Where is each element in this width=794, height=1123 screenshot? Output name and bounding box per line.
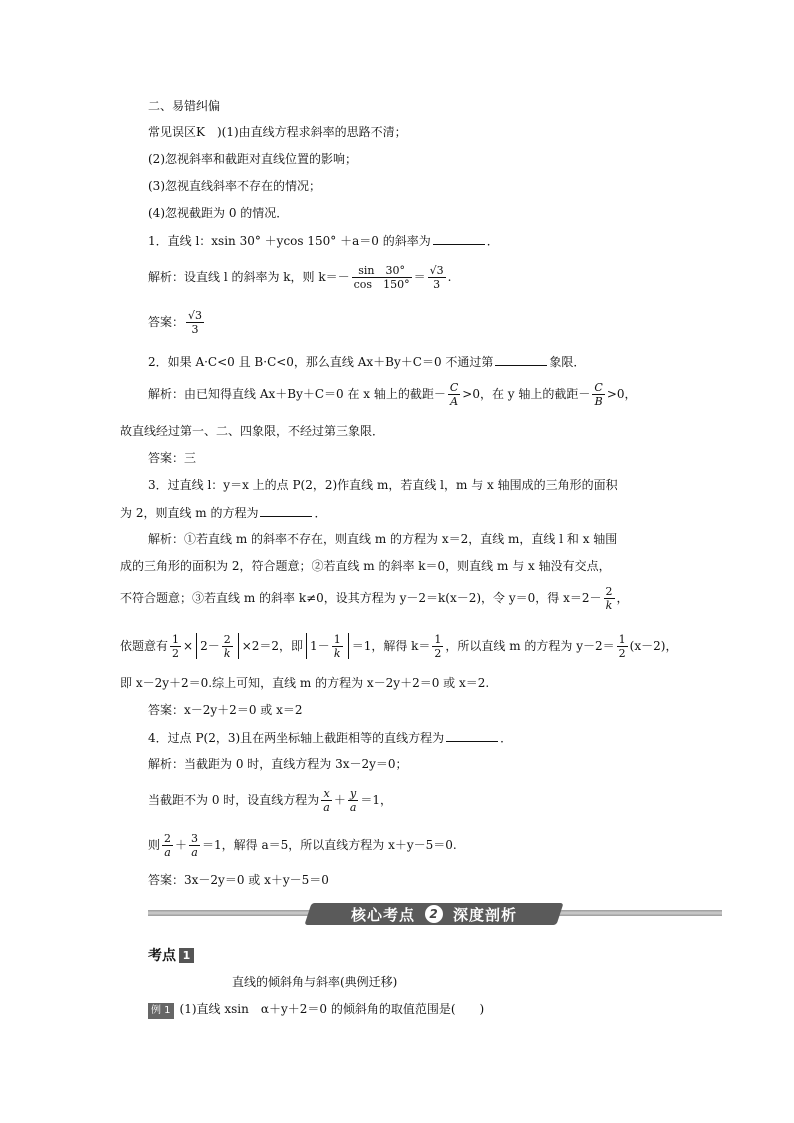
q1-fraction: [352, 264, 412, 291]
q4-solution-3: [148, 827, 457, 863]
q2-fraction1: [448, 381, 460, 408]
q2-f1-den: A: [450, 394, 459, 408]
example-text: (1)直线 xsin α＋y＋2＝0 的倾斜角的取值范围是( ): [179, 1002, 485, 1016]
q3-s3-den: k: [605, 598, 613, 612]
q3-mhalf-num: 1: [618, 632, 626, 646]
q2-solution-line2: 故直线经过第一、二、四象限，不经过第三象限．: [120, 424, 385, 438]
q4-a2: a: [349, 800, 357, 814]
q1-answer: [148, 304, 206, 340]
q3-solution-1: 解析：①若直线 m 的斜率不存在，则直线 m 的方程为 x＝2，直线 m，直线 l 和 x 轴围: [148, 532, 618, 546]
q3-solution-5: 即 x－2y＋2＝0.综上可知，直线 m 的方程为 x－2y＋2＝0 或 x＝2.: [120, 676, 490, 690]
q3-2k-fraction: [222, 633, 233, 660]
q3-solution-3: [120, 582, 629, 614]
q3-answer: 答案：x－2y＋2＝0 或 x＝2: [148, 703, 303, 717]
q1-answer-fraction: [186, 309, 204, 336]
kaodian-heading: [148, 945, 194, 965]
q3-answer-blank: [260, 504, 312, 517]
q3-solution-4: [120, 628, 677, 664]
q4-y-over-a: [348, 787, 359, 814]
q1-solution: [148, 260, 451, 294]
q1-sol-prefix: 解析：设直线 l 的斜率为 k，则 k＝－: [148, 270, 350, 284]
q2-solution: [148, 377, 637, 411]
banner-number: 2: [425, 905, 443, 923]
q4-2-over-a: [162, 832, 173, 859]
q4-y: y: [348, 787, 359, 801]
q2-f2-den: B: [594, 394, 603, 408]
q1-stem: 1．直线 l：xsin 30° ＋ycos 150° ＋a＝0 的斜率为 ．: [148, 234, 499, 248]
q2-f1-num: C: [449, 380, 459, 394]
q3-1k-den: k: [333, 646, 341, 660]
topic-title: 直线的倾斜角与斜率(典例迁移): [232, 975, 398, 989]
q1-answer-den: 3: [191, 322, 199, 336]
q2-answer-blank: [495, 353, 547, 366]
common-errors-line1: [148, 124, 407, 140]
banner-right-text: 深度剖析: [453, 905, 518, 924]
q1-result-radicand: 3: [436, 263, 444, 277]
q3-m-half: [617, 633, 628, 660]
q4-3-over-a: [189, 832, 200, 859]
q3-s4-f: ＝1，解得 k＝: [351, 639, 431, 653]
abs-bar-left: [196, 633, 197, 659]
q1-frac-den: cos 150°: [353, 277, 410, 291]
q4-three: 3: [191, 831, 199, 845]
q4-answer: 答案：3x－2y＝0 或 x＋y－5＝0: [148, 873, 329, 887]
q2-sol-c: >0，: [606, 387, 637, 401]
q1-end: .: [447, 270, 452, 284]
q2-sol-a: 解析：由已知得直线 Ax＋By＋C＝0 在 x 轴上的截距－: [148, 387, 446, 401]
q3-s3-end: ，: [616, 591, 629, 605]
q3-1k-num: 1: [333, 632, 341, 646]
abs-bar-left-2: [306, 633, 307, 659]
section-banner: [148, 903, 722, 925]
q3-s3-num: 2: [605, 584, 613, 598]
q3-stem2-text: 为 2，则直线 m 的方程为: [120, 506, 259, 520]
common-errors-label: 常见误区: [148, 125, 197, 139]
q4-s3-a: 则: [148, 838, 161, 852]
q3-s4-h: (x－2)，: [629, 639, 678, 653]
q2-f2-num: C: [594, 380, 603, 394]
q4-solution-1: 解析：当截距为 0 时，直线方程为 3x－2y＝0；: [148, 757, 408, 771]
banner-left-text: 核心考点: [350, 905, 415, 924]
abs-bar-right-2: [348, 633, 349, 659]
q4-stem-text: 4．过点 P(2，3)且在两坐标轴上截距相等的直线方程为: [148, 731, 445, 745]
q2-stem-text: 2．如果 A·C<0 且 B·C<0，那么直线 Ax＋By＋C＝0 不通过第: [148, 355, 494, 369]
q4-s3-b: ＝1，解得 a＝5，所以直线方程为 x＋y－5＝0.: [202, 838, 457, 852]
abs-bar-right: [238, 633, 239, 659]
q4-solution-2: [148, 782, 392, 818]
common-errors-item1: )(1)由直线方程求斜率的思路不清；: [217, 125, 407, 139]
q1-result-den: 3: [433, 277, 441, 291]
kaodian-label: 考点: [148, 948, 176, 964]
q3-2k-num: 2: [223, 632, 231, 646]
q2-stem: [148, 353, 585, 370]
common-errors-item4: (4)忽视截距为 0 的情况．: [148, 206, 289, 220]
q3-stem1: 3．过直线 l：y＝x 上的点 P(2，2)作直线 m，若直线 l，m 与 x 轴围成的三角形的面积: [148, 478, 618, 492]
q4-stem: [148, 729, 512, 746]
q4-s2-b: ＝1，: [360, 793, 393, 807]
q2-sol-b: >0，在 y 轴上的截距－: [462, 387, 591, 401]
common-errors-mark: K: [196, 125, 205, 139]
q4-a3: a: [164, 845, 171, 859]
q2-fraction2: [592, 381, 604, 408]
q4-x-over-a: [321, 787, 332, 814]
q4-plus1: ＋: [333, 793, 346, 807]
q3-k-half: [432, 633, 443, 660]
q3-khalf-den: 2: [434, 646, 442, 660]
example-line: [148, 1001, 484, 1019]
q1-stem-text: 1．直线 l：xsin 30° ＋ycos 150° ＋a＝0 的斜率为: [148, 234, 431, 248]
q3-s3-fraction: [604, 585, 615, 612]
q2-stem-end: 象限．: [549, 355, 586, 369]
example-box: 例 1: [148, 1003, 174, 1019]
q3-1k-fraction: [332, 633, 343, 660]
q4-two: 2: [164, 831, 172, 845]
q3-solution-2: 成的三角形的面积为 2，符合题意；②若直线 m 的斜率 k＝0，则直线 m 与 x 轴没有交点，: [120, 559, 611, 573]
q3-s3-text: 不符合题意；③若直线 m 的斜率 k≠0，设其方程为 y－2＝k(x－2)，令 y＝0，得 x＝2－: [120, 591, 602, 605]
q3-half-den: 2: [172, 646, 180, 660]
q2-answer: 答案：三: [148, 451, 197, 465]
q1-result-num: √3: [429, 263, 444, 277]
q4-plus2: ＋: [175, 838, 188, 852]
q3-s4-b: ×: [183, 639, 194, 653]
q3-s4-d: ×2＝2，即: [241, 639, 304, 653]
q4-s2-a: 当截距不为 0 时，设直线方程为: [148, 793, 320, 807]
q3-mhalf-den: 2: [618, 646, 626, 660]
q1-answer-radicand: 3: [195, 308, 203, 322]
q1-frac-num: sin 30°: [352, 264, 412, 278]
q3-s4-c: 2－: [200, 639, 220, 653]
q1-answer-num: √3: [188, 308, 203, 322]
q3-half-num: 1: [172, 632, 180, 646]
kaodian-number: 1: [179, 948, 194, 963]
q3-s4-a: 依题意有: [120, 639, 169, 653]
q4-answer-blank: [446, 729, 498, 742]
q4-a1: a: [323, 800, 330, 814]
q3-half-fraction: [170, 633, 181, 660]
common-errors-item2: (2)忽视斜率和截距对直线位置的影响；: [148, 152, 357, 166]
common-errors-item3: (3)忽视直线斜率不存在的情况；: [148, 179, 321, 193]
q4-x: x: [321, 787, 332, 801]
q4-stem-end: ．: [500, 731, 513, 745]
q1-answer-label: 答案：: [148, 315, 185, 329]
q1-answer-blank: [433, 232, 485, 245]
q3-s4-e: 1－: [310, 639, 330, 653]
q4-a4: a: [191, 845, 198, 859]
banner-content: [308, 903, 560, 925]
q1-result-fraction: [428, 264, 446, 291]
q3-2k-den: k: [223, 646, 231, 660]
section-title: 二、易错纠偏: [148, 99, 221, 113]
q3-khalf-num: 1: [434, 632, 442, 646]
q1-eq: ＝: [413, 270, 426, 284]
q3-s4-g: ，所以直线 m 的方程为 y－2＝: [445, 639, 615, 653]
q3-stem2: 为 2，则直线 m 的方程为 ．: [120, 506, 327, 520]
